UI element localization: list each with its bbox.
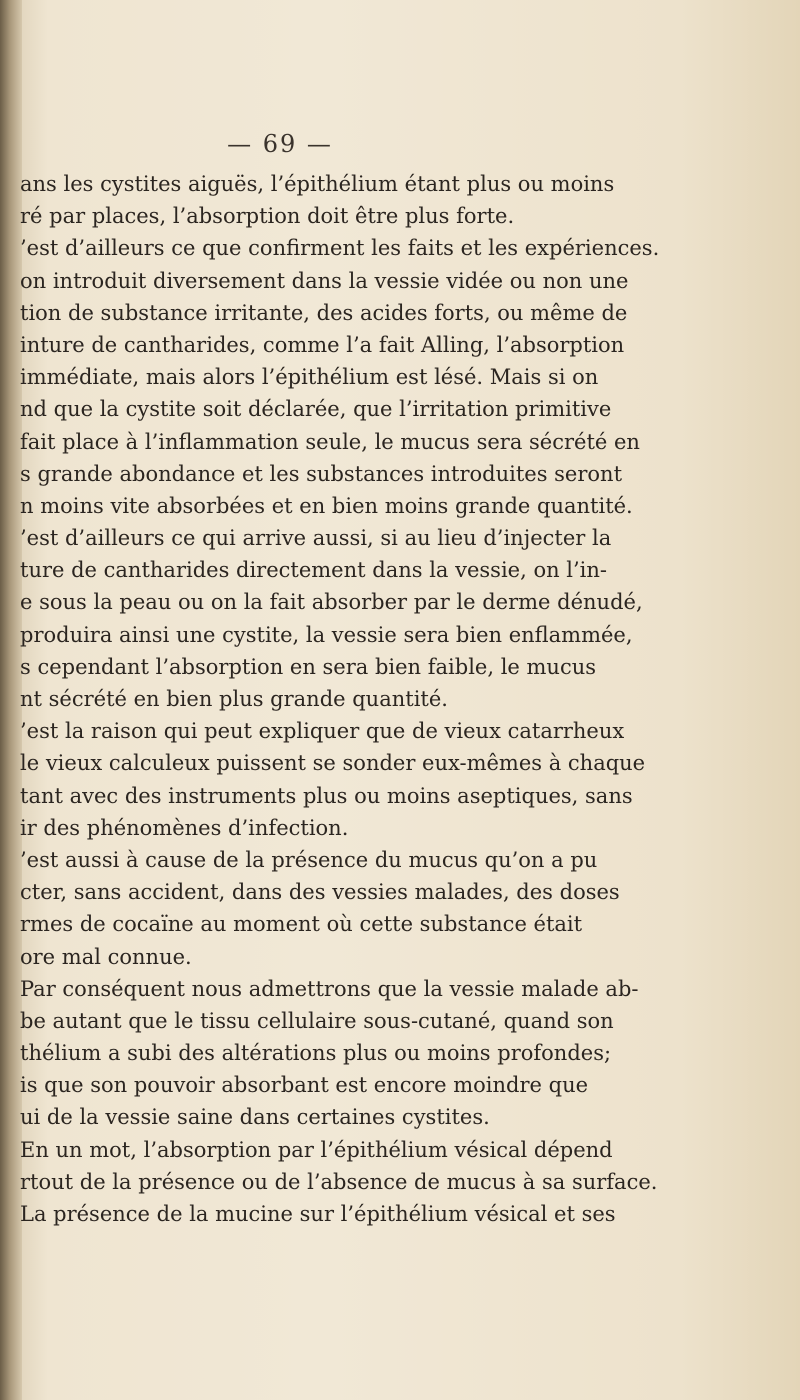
text-line-24: rmes de cocaïne au moment où cette substance était: [20, 912, 583, 937]
text-line-23: cter, sans accident, dans des vessies malades, des doses: [20, 880, 620, 905]
text-line-8: nd que la cystite soit déclarée, que l’irritation primitive: [20, 397, 612, 422]
text-line-33: La présence de la mucine sur l’épithélium vésical et ses: [20, 1202, 616, 1226]
text-line-6: inture de cantharides, comme l’a fait Alling, l’absorption: [20, 332, 625, 357]
text-line-28: thélium a subi des altérations plus ou moins profondes;: [20, 1041, 612, 1066]
text-line-16: s cependant l’absorption en sera bien faible, le mucus: [20, 654, 597, 679]
text-line-22: ’est aussi à cause de la présence du mucus qu’on a pu: [20, 847, 598, 872]
body-text: [20, 168, 760, 1230]
text-line-19: le vieux calculeux puissent se sonder eux-mêmes à chaque: [20, 751, 646, 776]
text-line-2: ré par places, l’absorption doit être plus forte.: [20, 204, 515, 229]
text-line-31: En un mot, l’absorption par l’épithélium vésical dépend: [20, 1137, 613, 1162]
text-line-21: ir des phénomènes d’infection.: [20, 815, 349, 840]
page-binding-edge: [0, 0, 22, 1400]
text-line-30: ui de la vessie saine dans certaines cystites.: [20, 1105, 490, 1130]
text-line-13: ture de cantharides directement dans la vessie, on l’in-: [20, 558, 608, 583]
text-line-3: ’est d’ailleurs ce que confirment les faits et les expériences.: [20, 236, 660, 261]
text-line-25: ore mal connue.: [20, 944, 192, 969]
text-line-26: Par conséquent nous admettrons que la vessie malade ab-: [20, 976, 639, 1001]
text-line-17: nt sécrété en bien plus grande quantité.: [20, 687, 448, 711]
text-line-11: n moins vite absorbées et en bien moins grande quantité.: [20, 493, 633, 518]
text-line-9: fait place à l’inflammation seule, le mucus sera sécrété en: [20, 429, 640, 454]
text-line-15: produira ainsi une cystite, la vessie sera bien enflammée,: [20, 622, 633, 647]
text-line-18: ’est la raison qui peut expliquer que de vieux catarrheux: [20, 719, 625, 744]
text-line-29: is que son pouvoir absorbant est encore moindre que: [20, 1073, 589, 1098]
text-line-27: be autant que le tissu cellulaire sous-cutané, quand son: [20, 1008, 614, 1033]
text-line-14: e sous la peau ou on la fait absorber par le derme dénudé,: [20, 590, 643, 615]
text-line-5: tion de substance irritante, des acides forts, ou même de: [20, 300, 628, 325]
text-line-7: immédiate, mais alors l’épithélium est lésé. Mais si on: [20, 365, 599, 390]
text-line-12: ’est d’ailleurs ce qui arrive aussi, si au lieu d’injecter la: [20, 526, 612, 551]
text-line-20: tant avec des instruments plus ou moins aseptiques, sans: [20, 783, 633, 808]
text-line-10: s grande abondance et les substances introduites seront: [20, 461, 623, 486]
text-line-4: on introduit diversement dans la vessie vidée ou non une: [20, 268, 629, 293]
page-number: — 69 —: [227, 130, 333, 158]
text-line-32: rtout de la présence ou de l’absence de mucus à sa surface.: [20, 1169, 658, 1194]
text-line-1: ans les cystites aiguës, l’épithélium étant plus ou moins: [20, 172, 615, 196]
